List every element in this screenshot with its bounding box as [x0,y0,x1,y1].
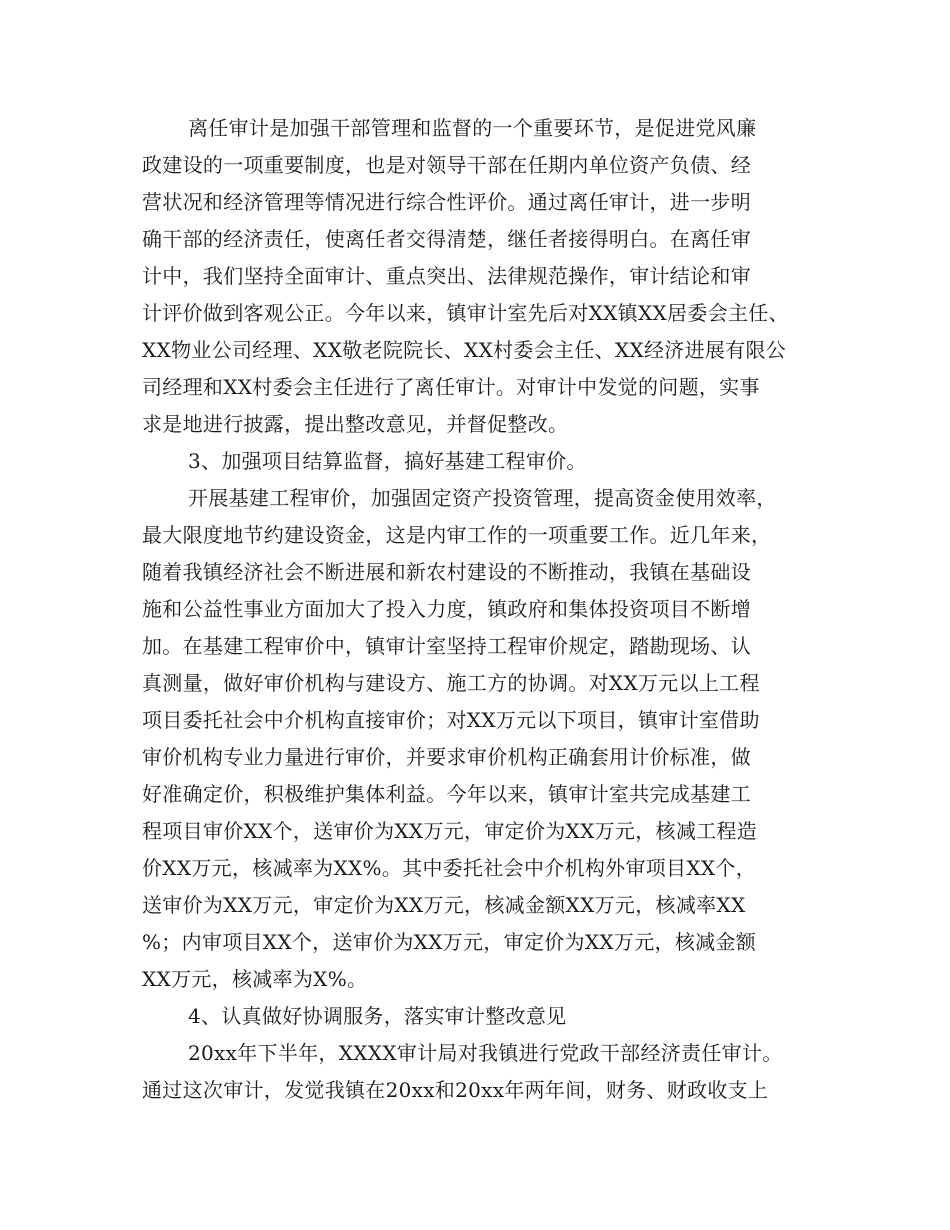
paragraph-line: 营状况和经济管理等情况进行综合性评价。通过离任审计，进一步明 [142,190,751,214]
section-heading: 4、认真做好协调服务，落实审计整改意见 [188,1004,567,1028]
paragraph-line: 通过这次审计，发觉我镇在20xx和20xx年两年间，财务、财政收支上 [142,1078,769,1102]
paragraph-line: %；内审项目XX个，送审价为XX万元，审定价为XX万元，核减金额 [142,930,757,954]
paragraph-line: 随着我镇经济社会不断进展和新农村建设的不断推动，我镇在基础设 [142,560,751,584]
paragraph-line: 审价机构专业力量进行审价，并要求审价机构正确套用计价标准，做 [142,745,751,769]
paragraph-line: 司经理和XX村委会主任进行了离任审计。对审计中发觉的问题，实事 [142,375,760,399]
paragraph-line: 施和公益性事业方面加大了投入力度，镇政府和集体投资项目不断增 [142,597,751,621]
section-heading: 3、加强项目结算监督，搞好基建工程审价。 [188,449,587,473]
paragraph-line: XX物业公司经理、XX敬老院院长、XX村委会主任、XX经济进展有限公 [142,338,787,362]
paragraph-line: 价XX万元，核减率为XX%。其中委托社会中介机构外审项目XX个， [142,856,757,880]
paragraph-line: 确干部的经济责任，使离任者交得清楚，继任者接得明白。在离任审 [142,227,751,251]
paragraph-line: 加。在基建工程审价中，镇审计室坚持工程审价规定，踏勘现场、认 [142,634,751,658]
paragraph-line: 程项目审价XX个，送审价为XX万元，审定价为XX万元，核减工程造 [142,819,758,843]
paragraph-line: 项目委托社会中介机构直接审价；对XX万元以下项目，镇审计室借助 [142,708,760,732]
paragraph-line: XX万元，核减率为X%。 [142,967,368,991]
paragraph-line: 政建设的一项重要制度，也是对领导干部在任期内单位资产负债、经 [142,153,751,177]
paragraph-line: 求是地进行披露，提出整改意见，并督促整改。 [142,412,569,436]
paragraph-line: 最大限度地节约建设资金，这是内审工作的一项重要工作。近几年来， [142,523,772,547]
paragraph-line: 计中，我们坚持全面审计、重点突出、法律规范操作，审计结论和审 [142,264,751,288]
paragraph-line: 计评价做到客观公正。今年以来，镇审计室先后对XX镇XX居委会主任、 [142,301,789,325]
paragraph-line: 开展基建工程审价，加强固定资产投资管理，提高资金使用效率， [188,486,777,510]
paragraph-line: 真测量，做好审价机构与建设方、施工方的协调。对XX万元以上工程 [142,671,760,695]
paragraph-line: 离任审计是加强干部管理和监督的一个重要环节，是促进党风廉 [188,116,757,140]
paragraph-line: 送审价为XX万元，审定价为XX万元，核减金额XX万元，核减率XX [142,893,746,917]
paragraph-line: 好准确定价，积极维护集体利益。今年以来，镇审计室共完成基建工 [142,782,751,806]
paragraph-line: 20xx年下半年，XXXX审计局对我镇进行党政干部经济责任审计。 [188,1041,783,1065]
